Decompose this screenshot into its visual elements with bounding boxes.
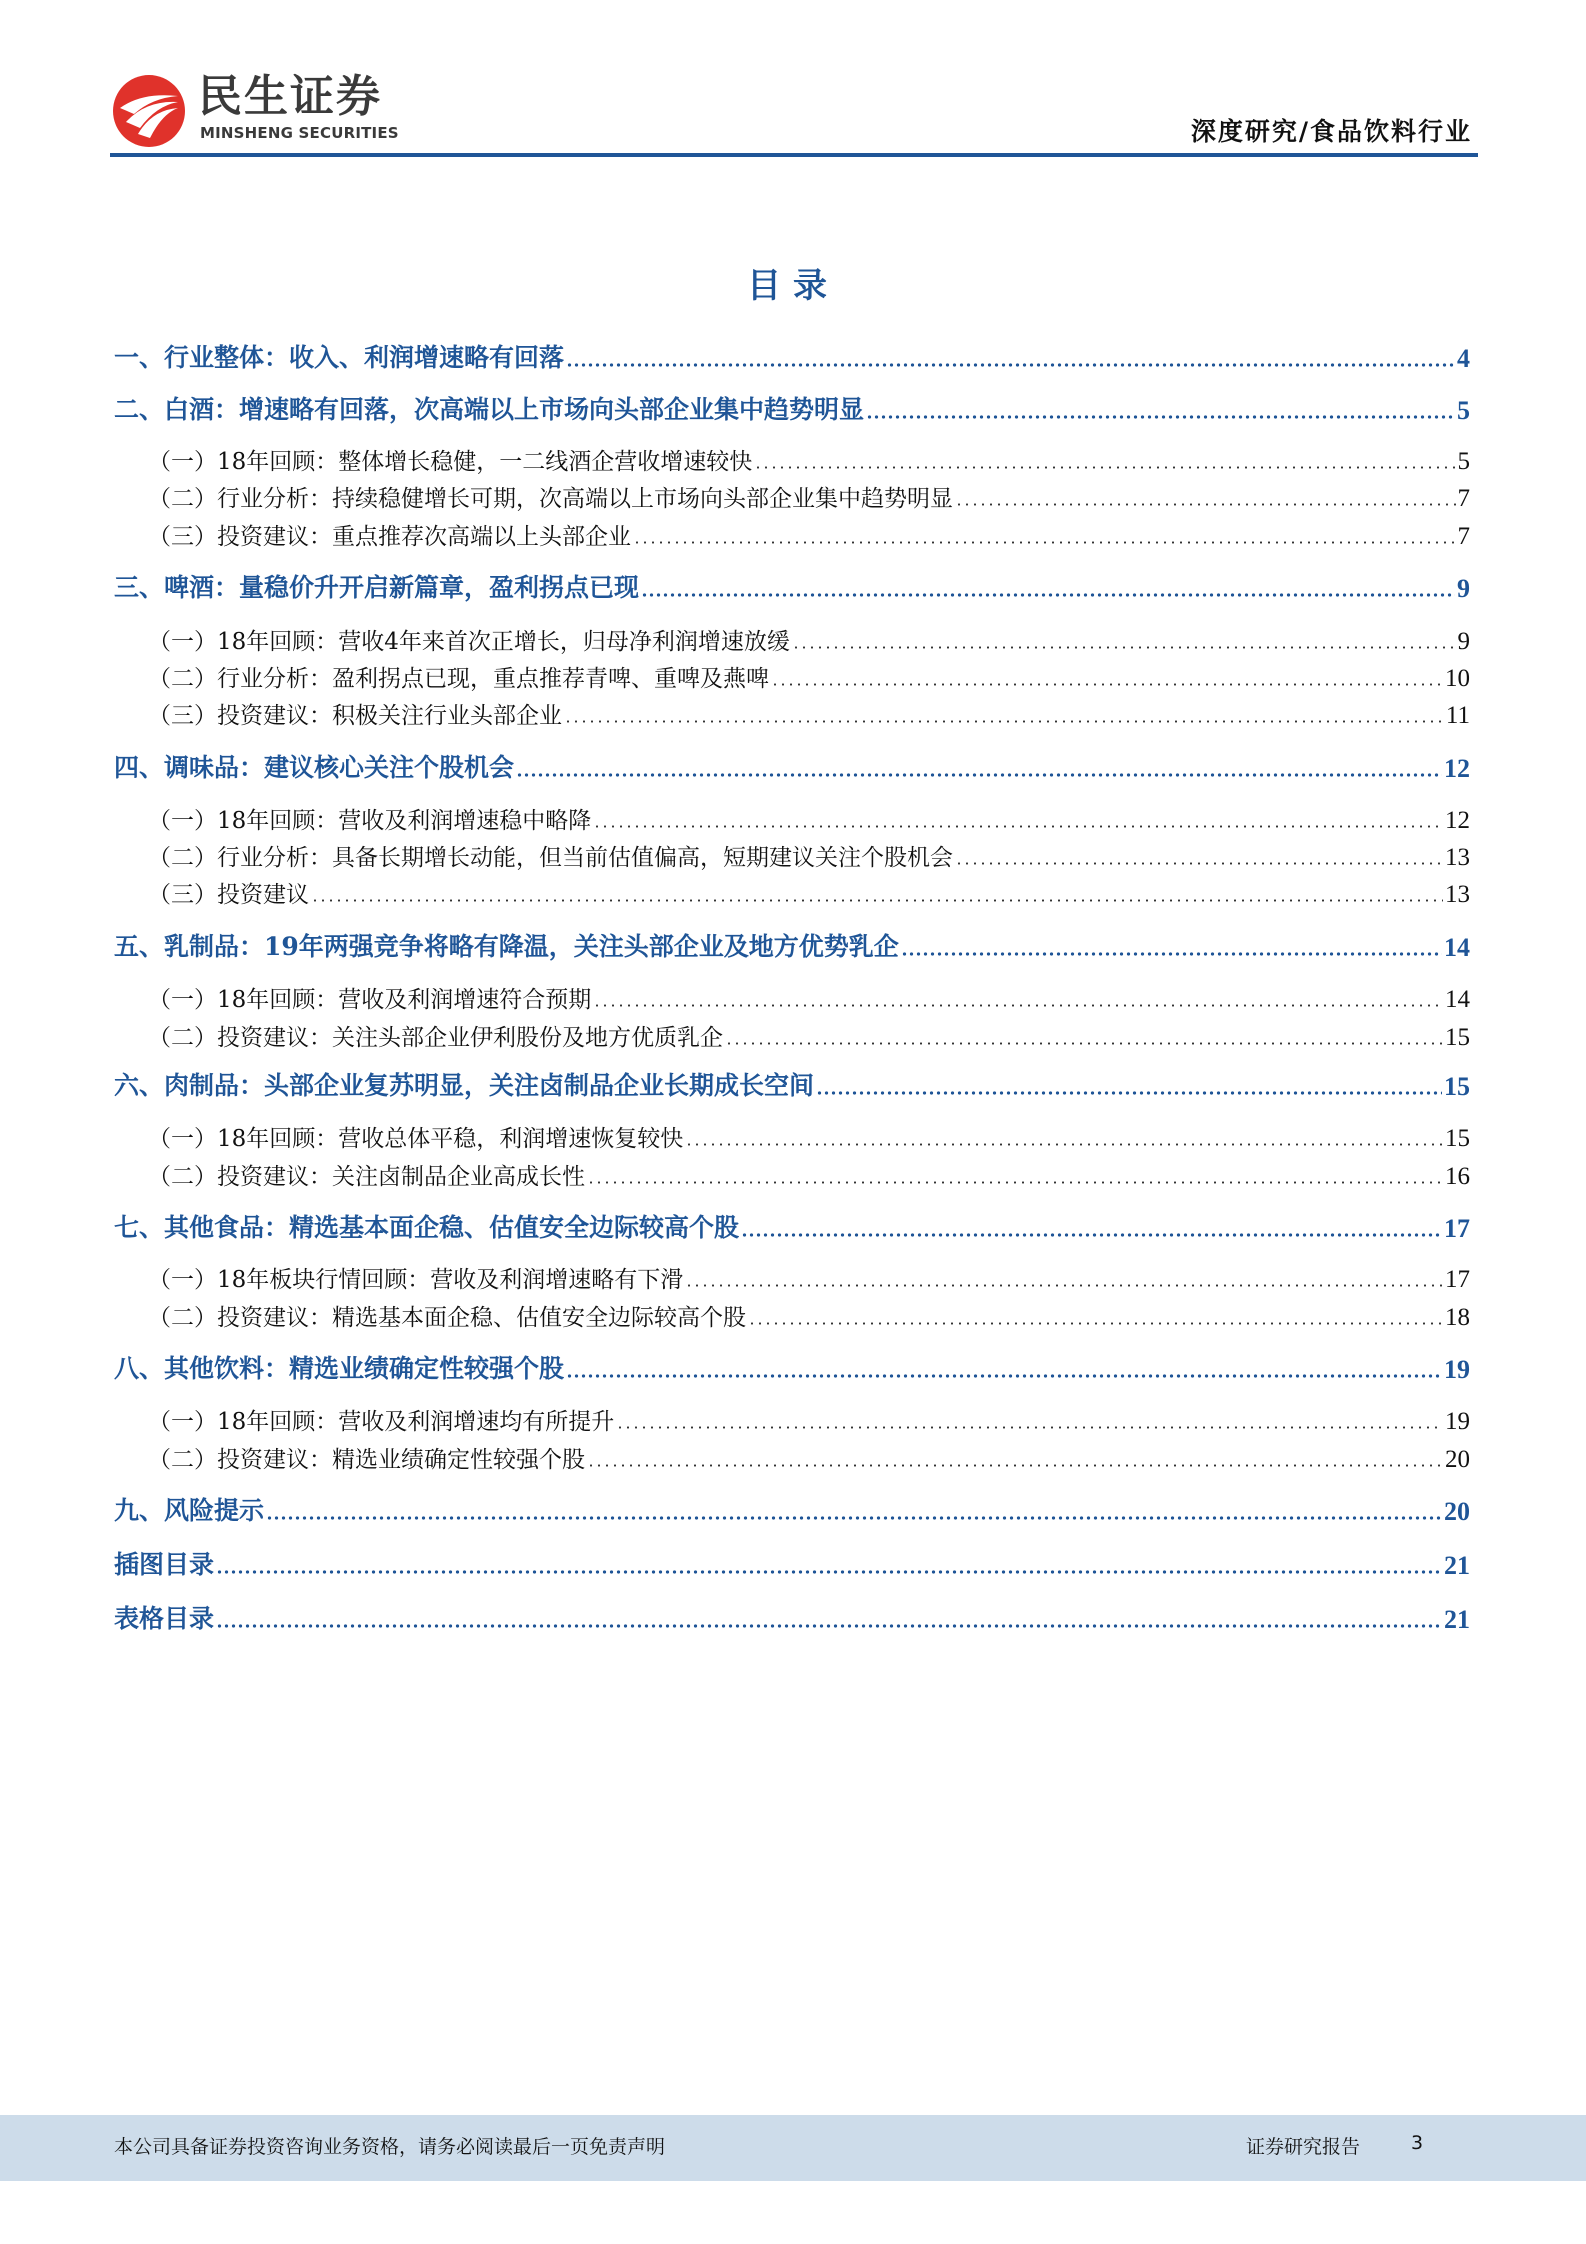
toc-entry-page: 19: [1445, 1408, 1470, 1435]
toc-section-link[interactable]: [114, 748, 1470, 784]
toc-entry-label: （一）18年回顾：营收总体平稳，利润增速恢复较快: [148, 1126, 684, 1152]
toc-entry-label: （一）18年回顾：整体增长稳健，一二线酒企营收增速较快: [148, 449, 753, 475]
dot-leader: [725, 1018, 1443, 1052]
report-category: 深度研究/食品饮料行业: [1190, 117, 1472, 146]
toc-entry-label: （三）投资建议: [148, 882, 309, 908]
toc-subsection-link[interactable]: [114, 1260, 1470, 1294]
dot-leader: [593, 980, 1443, 1014]
dot-leader: [748, 1298, 1443, 1332]
toc-entry-label: 表格目录: [114, 1604, 215, 1633]
page-footer: [0, 2115, 1586, 2181]
toc-entry-page: 18: [1445, 1304, 1470, 1331]
toc-entry-label: 二、白酒：增速略有回落，次高端以上市场向头部企业集中趋势明显: [114, 395, 865, 424]
toc-subsection-link[interactable]: [114, 838, 1470, 872]
toc-entry-label: 五、乳制品：19年两强竞争将略有降温，关注头部企业及地方优势乳企: [114, 932, 899, 961]
toc-section-link[interactable]: [114, 1066, 1470, 1102]
footer-disclaimer: 本公司具备证券投资咨询业务资格，请务必阅读最后一页免责声明: [114, 2136, 666, 2158]
toc-entry-label: （二）行业分析：持续稳健增长可期，次高端以上市场向头部企业集中趋势明显: [148, 486, 953, 512]
toc-entry-label: （一）18年回顾：营收及利润增速稳中略降: [148, 808, 592, 834]
toc-subsection-link[interactable]: [114, 1402, 1470, 1436]
dot-leader: [216, 1545, 1442, 1581]
dot-leader: [587, 1440, 1443, 1474]
logo-chinese-name: 民生证券: [198, 71, 382, 122]
dot-leader: [741, 1208, 1442, 1244]
toc-entry-label: （一）18年回顾：营收及利润增速符合预期: [148, 987, 592, 1013]
toc-section-link[interactable]: [114, 390, 1470, 426]
toc-subsection-link[interactable]: [114, 1157, 1470, 1191]
toc-entry-label: （二）投资建议：精选业绩确定性较强个股: [148, 1447, 585, 1473]
toc-entry-page: 15: [1445, 1024, 1470, 1051]
dot-leader: [633, 517, 1456, 551]
toc-section-link[interactable]: [114, 1349, 1470, 1385]
toc-entry-label: （二）投资建议：关注头部企业伊利股份及地方优质乳企: [148, 1025, 723, 1051]
toc-entry-page: 11: [1445, 702, 1470, 729]
dot-leader: [311, 875, 1443, 909]
toc-section-link[interactable]: [114, 1599, 1470, 1635]
dot-leader: [566, 1349, 1442, 1385]
toc-entry-label: 一、行业整体：收入、利润增速略有回落: [114, 343, 565, 372]
toc-entry-page: 19: [1444, 1355, 1470, 1384]
toc-subsection-link[interactable]: [114, 980, 1470, 1014]
page-number: 3: [1411, 2132, 1424, 2154]
dot-leader: [564, 696, 1444, 730]
dot-leader: [587, 1157, 1443, 1191]
dot-leader: [685, 1260, 1443, 1294]
toc-entry-page: 12: [1445, 807, 1470, 834]
toc-entry-page: 13: [1445, 881, 1470, 908]
toc-section-link[interactable]: [114, 1491, 1470, 1527]
toc-entry-page: 21: [1444, 1605, 1470, 1634]
toc-entry-label: 八、其他饮料：精选业绩确定性较强个股: [114, 1354, 565, 1383]
toc-entry-page: 20: [1444, 1497, 1470, 1526]
toc-entry-page: 20: [1445, 1446, 1470, 1473]
toc-entry-label: （三）投资建议：重点推荐次高端以上头部企业: [148, 524, 631, 550]
toc-entry-label: 三、啤酒：量稳价升开启新篇章，盈利拐点已现: [114, 573, 640, 602]
toc-entry-label: 六、肉制品：头部企业复苏明显，关注卤制品企业长期成长空间: [114, 1071, 815, 1100]
toc-subsection-link[interactable]: [114, 517, 1470, 551]
toc-entry-label: 九、风险提示: [114, 1496, 265, 1525]
toc-entry-page: 9: [1457, 628, 1470, 655]
toc-subsection-link[interactable]: [114, 1298, 1470, 1332]
dot-leader: [266, 1491, 1442, 1527]
toc-entry-page: 15: [1445, 1125, 1470, 1152]
dot-leader: [792, 622, 1456, 656]
toc-entry-page: 5: [1457, 448, 1470, 475]
toc-subsection-link[interactable]: [114, 659, 1470, 693]
toc-entry-page: 7: [1457, 523, 1470, 550]
toc-section-link[interactable]: [114, 568, 1470, 604]
dot-leader: [566, 338, 1455, 374]
toc-entry-label: （二）行业分析：盈利拐点已现，重点推荐青啤、重啤及燕啤: [148, 666, 769, 692]
toc-subsection-link[interactable]: [114, 1440, 1470, 1474]
toc-section-link[interactable]: [114, 927, 1470, 963]
dot-leader: [955, 479, 1456, 513]
toc-entry-label: （二）投资建议：关注卤制品企业高成长性: [148, 1164, 585, 1190]
page-header: [0, 0, 1586, 160]
toc-section-link[interactable]: [114, 1545, 1470, 1581]
toc-entry-label: 七、其他食品：精选基本面企稳、估值安全边际较高个股: [114, 1213, 740, 1242]
toc-entry-page: 16: [1445, 1163, 1470, 1190]
dot-leader: [593, 801, 1443, 835]
toc-entry-page: 14: [1445, 986, 1470, 1013]
dot-leader: [516, 748, 1442, 784]
toc-entry-page: 17: [1445, 1266, 1470, 1293]
toc-entry-label: （一）18年回顾：营收4年来首次正增长，归母净利润增速放缓: [148, 629, 790, 655]
dot-leader: [641, 568, 1455, 604]
toc-entry-page: 9: [1457, 574, 1470, 603]
toc-entry-page: 13: [1445, 844, 1470, 871]
footer-report-type: 证券研究报告: [1246, 2136, 1361, 2158]
toc-entry-label: （二）投资建议：精选基本面企稳、估值安全边际较高个股: [148, 1305, 746, 1331]
toc-entry-label: （三）投资建议：积极关注行业头部企业: [148, 703, 562, 729]
dot-leader: [955, 838, 1443, 872]
toc-entry-label: 插图目录: [114, 1550, 215, 1579]
dot-leader: [771, 659, 1443, 693]
toc-entry-page: 10: [1445, 665, 1470, 692]
toc-entry-page: 4: [1457, 344, 1470, 373]
toc-entry-page: 15: [1444, 1072, 1470, 1101]
toc-entry-label: 四、调味品：建议核心关注个股机会: [114, 753, 515, 782]
toc-entry-page: 21: [1444, 1551, 1470, 1580]
minsheng-logo-icon: [112, 74, 186, 148]
header-divider: [110, 153, 1478, 157]
toc-entry-label: （一）18年回顾：营收及利润增速均有所提升: [148, 1409, 615, 1435]
toc-entry-page: 5: [1457, 396, 1470, 425]
toc-subsection-link[interactable]: [114, 1018, 1470, 1052]
toc-title: 目录: [747, 266, 839, 306]
dot-leader: [901, 927, 1442, 963]
logo-english-name: MINSHENG SECURITIES: [200, 124, 399, 142]
toc-entry-page: 12: [1444, 754, 1470, 783]
toc-entry-page: 14: [1444, 933, 1470, 962]
toc-section-link[interactable]: [114, 338, 1470, 374]
dot-leader: [754, 442, 1455, 476]
toc-entry-page: 7: [1457, 485, 1470, 512]
dot-leader: [866, 390, 1455, 426]
toc-entry-label: （一）18年板块行情回顾：营收及利润增速略有下滑: [148, 1267, 684, 1293]
toc-subsection-link[interactable]: [114, 1119, 1470, 1153]
dot-leader: [216, 1599, 1442, 1635]
dot-leader: [816, 1066, 1442, 1102]
toc-section-link[interactable]: [114, 1208, 1470, 1244]
toc-subsection-link[interactable]: [114, 442, 1470, 476]
toc-subsection-link[interactable]: [114, 696, 1470, 730]
toc-entry-page: 17: [1444, 1214, 1470, 1243]
toc-subsection-link[interactable]: [114, 479, 1470, 513]
dot-leader: [616, 1402, 1443, 1436]
toc-subsection-link[interactable]: [114, 801, 1470, 835]
toc-subsection-link[interactable]: [114, 622, 1470, 656]
toc-entry-label: （二）行业分析：具备长期增长动能，但当前估值偏高，短期建议关注个股机会: [148, 845, 953, 871]
toc-subsection-link[interactable]: [114, 875, 1470, 909]
company-logo: [112, 72, 412, 148]
dot-leader: [685, 1119, 1443, 1153]
